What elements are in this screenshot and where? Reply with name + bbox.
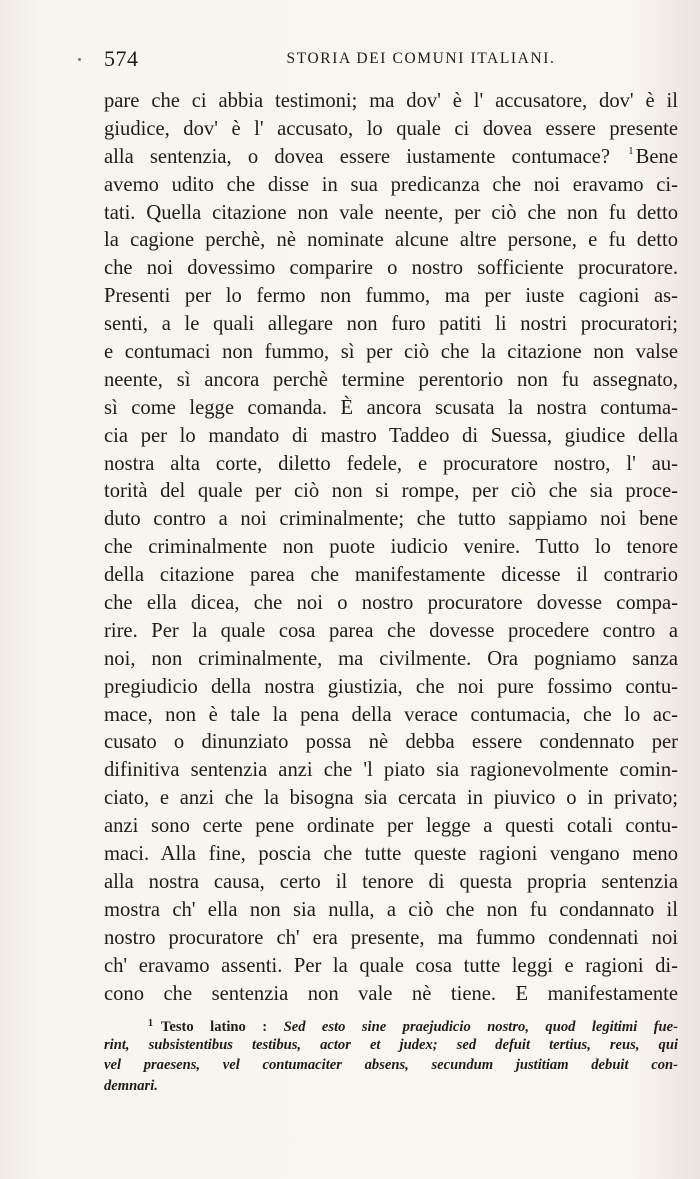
text-line: nostra alta corte, diletto fedele, e procuratore nostro, l' au-	[104, 452, 678, 475]
text-line: duto contro a noi criminalmente; che tutto sappiamo noi bene	[104, 508, 678, 531]
text-line: mace, non è tale la pena della verace contumacia, che lo ac-	[104, 703, 678, 726]
text-line: ch' eravamo assenti. Per la quale cosa tutte leggi e ragioni di-	[104, 954, 678, 977]
text-line: cono che sentenzia non vale nè tiene. E manifestamente	[104, 982, 678, 1005]
text-line: rire. Per la quale cosa parea che dovesse procedere contro a	[104, 619, 678, 642]
margin-mark	[78, 58, 81, 61]
footnote-latin-text: vel praesens, vel contumaciter absens, secundum justitiam debuit con-	[104, 1057, 678, 1073]
footnote-line	[104, 1055, 678, 1076]
footnote-line	[104, 1035, 678, 1056]
footnote-line	[104, 1014, 678, 1035]
footnote-reference: 1	[628, 144, 634, 157]
text-segment: alla sentenzia, o dovea essere iustamente contumace?	[104, 145, 610, 168]
text-line: neente, sì ancora perchè termine perentorio non fu assegnato,	[104, 368, 678, 391]
footnote-latin-text: demnari.	[104, 1077, 158, 1094]
text-line: della citazione parea che manifestamente dicesse il contrario	[104, 564, 678, 587]
text-line: e contumaci non fummo, sì per ciò che la citazione non valse	[104, 341, 678, 364]
text-line: giudice, dov' è l' accusato, lo quale ci dovea essere presente	[104, 117, 678, 140]
text-line: cia per lo mandato di mastro Taddeo di Suessa, giudice della	[104, 424, 678, 447]
text-line: che ella dicea, che noi o nostro procuratore dovesse compa-	[104, 592, 678, 615]
text-line: avemo udito che disse in sua predicanza che noi eravamo ci-	[104, 173, 678, 196]
footnote	[104, 1014, 678, 1096]
text-line: torità del quale per ciò non si rompe, per ciò che sia proce-	[104, 480, 678, 503]
text-line	[104, 144, 678, 172]
text-line: la cagione perchè, nè nominate alcune altre persone, e fu detto	[104, 229, 678, 252]
text-line: noi, non criminalmente, ma civilmente. Ora pogniamo sanza	[104, 647, 678, 670]
footnote-latin-text: rint, subsistentibus testibus, actor et judex; sed defuit tertius, reus, qui	[104, 1036, 678, 1053]
footnote-latin-text: Sed esto sine praejudicio nostro, quod legitimi fue-	[283, 1019, 678, 1035]
body-text	[104, 88, 678, 1008]
text-line: difinitiva sentenzia anzi che 'l piato sia ragionevolmente comin-	[104, 759, 678, 782]
text-line: maci. Alla fine, poscia che tutte queste ragioni vengano meno	[104, 843, 678, 866]
running-title: STORIA DEI COMUNI ITALIANI.	[286, 50, 556, 67]
page-header	[104, 46, 678, 78]
text-line: pare che ci abbia testimoni; ma dov' è l' accusatore, dov' è il	[104, 90, 678, 112]
text-line: ciato, e anzi che la bisogna sia cercata in piuvico o in privato;	[104, 787, 678, 810]
text-line: che noi dovessimo comparire o nostro sofficiente procuratore.	[104, 257, 678, 280]
text-line: cusato o dinunziato possa nè debba essere condennato per	[104, 731, 678, 754]
text-line: mostra ch' ella non sia nulla, a ciò che non fu condannato il	[104, 898, 678, 921]
footnote-mark: 1	[148, 1018, 153, 1029]
text-line: pregiudicio della nostra giustizia, che noi pure fossimo contu-	[104, 675, 678, 698]
text-line: sì come legge comanda. È ancora scusata la nostra contuma-	[104, 396, 678, 419]
text-line: nostro procuratore ch' era presente, ma fummo condennati noi	[104, 926, 678, 949]
footnote-label: Testo latino :	[161, 1019, 268, 1035]
text-line: senti, a le quali allegare non furo patiti li nostri procuratori;	[104, 313, 678, 336]
text-line: che criminalmente non puote iudicio venire. Tutto lo tenore	[104, 536, 678, 559]
page-number: 574	[104, 46, 139, 71]
text-segment: Bene	[635, 145, 678, 168]
text-line: anzi sono certe pene ordinate per legge a questi cotali contu-	[104, 815, 678, 838]
footnote-line	[104, 1076, 678, 1097]
text-line: Presenti per lo fermo non fummo, ma per iuste cagioni as-	[104, 285, 678, 308]
text-line: alla nostra causa, certo il tenore di questa propria sentenzia	[104, 870, 678, 893]
text-line: tati. Quella citazione non vale neente, per ciò che non fu detto	[104, 201, 678, 224]
